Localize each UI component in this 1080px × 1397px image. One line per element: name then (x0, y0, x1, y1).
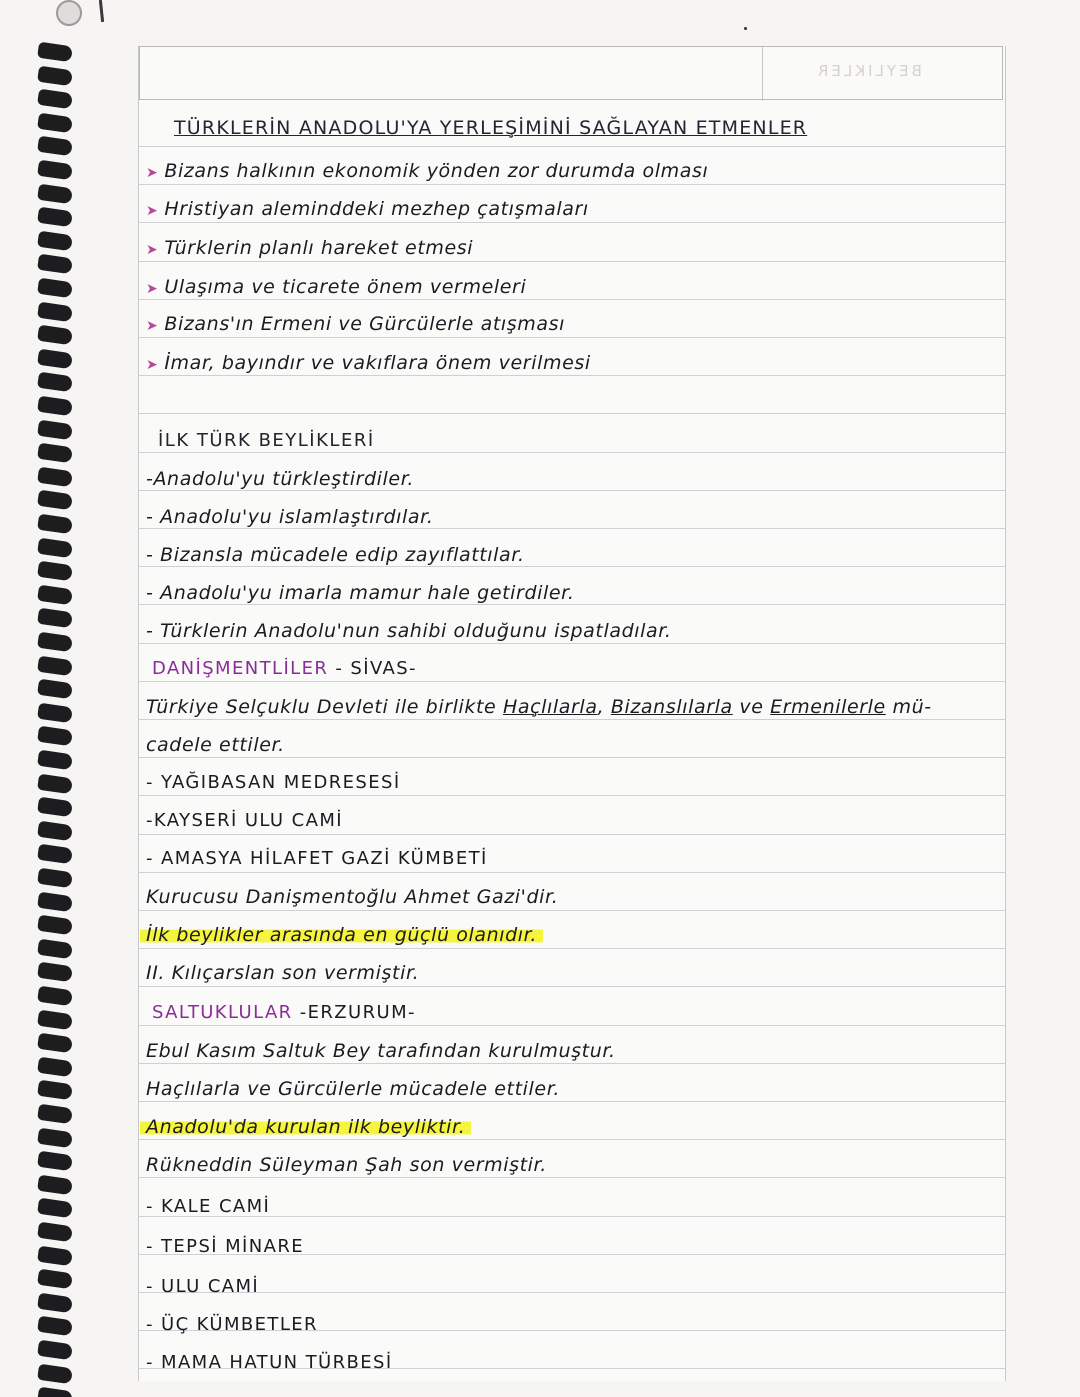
beylikler-heading: İLK TÜRK BEYLİKLERİ (158, 430, 375, 451)
danismentliler-end: II. Kılıçarslan son vermiştir. (146, 962, 420, 984)
spiral-ring (37, 797, 73, 818)
factor-item (146, 237, 473, 259)
factor-item (146, 198, 589, 220)
ink-dot (744, 27, 747, 30)
underlined-word: Ermenilerle (770, 696, 886, 718)
highlighted-text: İlk beylikler arasında en güçlü olanıdır. (140, 924, 543, 946)
beylik-point: - Türklerin Anadolu'nun sahibi olduğunu ispatladılar. (146, 620, 672, 642)
ruled-line (139, 375, 1005, 376)
spiral-ring (37, 419, 73, 440)
spiral-ring (37, 868, 73, 889)
ruled-line (139, 834, 1005, 835)
spiral-ring (37, 1033, 73, 1054)
underlined-word: Haçlılarla (502, 696, 598, 718)
spiral-ring (37, 254, 73, 275)
spiral-ring (37, 490, 73, 511)
saltuklular-end: Rükneddin Süleyman Şah son vermiştir. (146, 1154, 547, 1176)
spiral-ring (37, 1363, 73, 1384)
spiral-ring (37, 1080, 73, 1101)
spiral-ring (37, 750, 73, 771)
text-segment: ve (739, 696, 764, 718)
saltuklular-fight: Haçlılarla ve Gürcülerle mücadele ettiler. (146, 1078, 560, 1100)
spiral-ring (37, 1009, 73, 1030)
spiral-ring (37, 679, 73, 700)
header-divider (762, 47, 763, 101)
ruled-line (139, 681, 1005, 682)
ruled-line (139, 604, 1005, 605)
danismentliler-work: - YAĞIBASAN MEDRESESİ (146, 772, 401, 793)
spiral-ring (37, 703, 73, 724)
ruled-line (139, 1063, 1005, 1064)
spiral-ring (37, 1269, 73, 1290)
text-segment: mü- (892, 696, 932, 718)
saltuklular-work: - ÜÇ KÜMBETLER (146, 1314, 318, 1335)
spiral-ring (37, 561, 73, 582)
spiral-ring (37, 1293, 73, 1314)
spiral-ring (37, 986, 73, 1007)
saltuklular-highlight (146, 1116, 471, 1138)
ruled-line (139, 910, 1005, 911)
spiral-ring (37, 1175, 73, 1196)
ruled-line (139, 1139, 1005, 1140)
spiral-ring (37, 207, 73, 228)
ruled-line (139, 452, 1005, 453)
factor-text: Ulaşıma ve ticarete önem vermeleri (164, 276, 527, 298)
factor-text: Türklerin planlı hareket etmesi (164, 237, 474, 259)
bullet-icon: ➤ (146, 281, 159, 297)
ruled-line (139, 261, 1005, 262)
factor-item (146, 276, 526, 298)
underlined-word: Bizanslılarla (610, 696, 733, 718)
beylik-point: - Anadolu'yu islamlaştırdılar. (146, 506, 434, 528)
factor-item (146, 160, 708, 182)
spiral-ring (37, 278, 73, 299)
ruled-line (139, 413, 1005, 414)
danismentliler-highlight (146, 924, 543, 946)
spiral-ring (37, 821, 73, 842)
binding-hole (56, 0, 82, 26)
spiral-ring (37, 1340, 73, 1361)
bullet-icon: ➤ (146, 357, 159, 373)
bullet-icon: ➤ (146, 165, 159, 181)
spiral-ring (37, 1127, 73, 1148)
saltuklular-heading (152, 1002, 416, 1023)
spiral-ring (37, 65, 73, 86)
spiral-ring (37, 1387, 73, 1397)
danismentliler-work: - AMASYA HİLAFET GAZİ KÜMBETİ (146, 848, 488, 869)
spiral-ring (37, 939, 73, 960)
spiral-ring (37, 231, 73, 252)
ruled-line (139, 719, 1005, 720)
spiral-ring (37, 655, 73, 676)
ruled-line (139, 222, 1005, 223)
ruled-line (139, 1292, 1005, 1293)
spiral-ring (37, 891, 73, 912)
bullet-icon: ➤ (146, 242, 159, 258)
spiral-ring (37, 396, 73, 417)
spiral-ring (37, 915, 73, 936)
factor-text: Bizans halkının ekonomik yönden zor durumda olması (164, 160, 709, 182)
saltuklular-work: - KALE CAMİ (146, 1196, 271, 1217)
factor-item (146, 352, 591, 374)
spiral-binding (0, 0, 90, 1397)
spiral-ring (37, 1245, 73, 1266)
spiral-ring (37, 585, 73, 606)
saltuklular-place: -ERZURUM- (299, 1002, 416, 1023)
saltuklular-founder: Ebul Kasım Saltuk Bey tarafından kurulmuştur. (146, 1040, 616, 1062)
spiral-ring (37, 113, 73, 134)
factor-item (146, 313, 565, 335)
factor-text: Bizans'ın Ermeni ve Gürcülerle atışması (164, 313, 565, 335)
bullet-icon: ➤ (146, 318, 159, 334)
ruled-line (139, 146, 1005, 147)
danismentliler-founder: Kurucusu Danişmentoğlu Ahmet Gazi'dir. (146, 886, 559, 908)
spiral-ring (37, 632, 73, 653)
spiral-ring (37, 1151, 73, 1172)
beylik-point: -Anadolu'yu türkleştirdiler. (146, 468, 415, 490)
text-segment: , (597, 696, 605, 718)
spiral-ring (37, 514, 73, 535)
danismentliler-text (146, 696, 932, 718)
spiral-ring (37, 1198, 73, 1219)
ruled-line (139, 757, 1005, 758)
saltuklular-work: - ULU CAMİ (146, 1276, 260, 1297)
spiral-ring (37, 372, 73, 393)
spiral-ring (37, 160, 73, 181)
ruled-line (139, 1025, 1005, 1026)
spiral-ring (37, 773, 73, 794)
factor-text: İmar, bayındır ve vakıflara önem verilmesi (164, 352, 591, 374)
ruled-line (139, 1101, 1005, 1102)
factor-text: Hristiyan aleminddeki mezhep çatışmaları (164, 198, 589, 220)
ruled-line (139, 184, 1005, 185)
ruled-line (139, 337, 1005, 338)
spiral-ring (37, 962, 73, 983)
spiral-ring (37, 537, 73, 558)
danismentliler-place: - SİVAS- (335, 658, 417, 679)
beylik-point: - Bizansla mücadele edip zayıflattılar. (146, 544, 525, 566)
spiral-ring (37, 844, 73, 865)
danismentliler-name: DANİŞMENTLİLER (152, 658, 329, 679)
spiral-ring (37, 608, 73, 629)
ruled-line (139, 1177, 1005, 1178)
beylik-point: - Anadolu'yu imarla mamur hale getirdiler. (146, 582, 575, 604)
danismentliler-work: -KAYSERİ ULU CAMİ (146, 810, 343, 831)
spiral-ring (37, 1316, 73, 1337)
danismentliler-heading (152, 658, 417, 679)
spiral-ring (37, 136, 73, 157)
spiral-ring (37, 183, 73, 204)
spiral-ring (37, 89, 73, 110)
text-segment: Türkiye Selçuklu Devleti ile birlikte (146, 696, 497, 718)
ruled-line (139, 795, 1005, 796)
bullet-icon: ➤ (146, 203, 159, 219)
ruled-line (139, 299, 1005, 300)
saltuklular-name: SALTUKLULAR (152, 1002, 293, 1023)
spiral-ring (37, 301, 73, 322)
spiral-ring (37, 467, 73, 488)
danismentliler-text-cont: cadele ettiler. (146, 734, 285, 756)
spiral-ring (37, 1104, 73, 1125)
ruled-line (139, 643, 1005, 644)
bleed-through-text: BEYLIKLER (815, 62, 922, 80)
ruled-line (139, 566, 1005, 567)
saltuklular-work: - MAMA HATUN TÜRBESİ (146, 1352, 393, 1373)
spiral-ring (37, 349, 73, 370)
ruled-line (139, 948, 1005, 949)
saltuklular-work: - TEPSİ MİNARE (146, 1236, 304, 1257)
highlighted-text: Anadolu'da kurulan ilk beyliktir. (140, 1116, 471, 1138)
ruled-line (139, 872, 1005, 873)
spiral-ring (37, 726, 73, 747)
ruled-line (139, 528, 1005, 529)
ruled-line (139, 986, 1005, 987)
page-title: TÜRKLERİN ANADOLU'YA YERLEŞİMİNİ SAĞLAYAN ETMENLER (174, 117, 808, 139)
spiral-ring (37, 1057, 73, 1078)
spiral-ring (37, 1222, 73, 1243)
pen-mark (99, 0, 104, 22)
spiral-ring (37, 325, 73, 346)
spiral-ring (37, 443, 73, 464)
spiral-ring (37, 42, 73, 63)
